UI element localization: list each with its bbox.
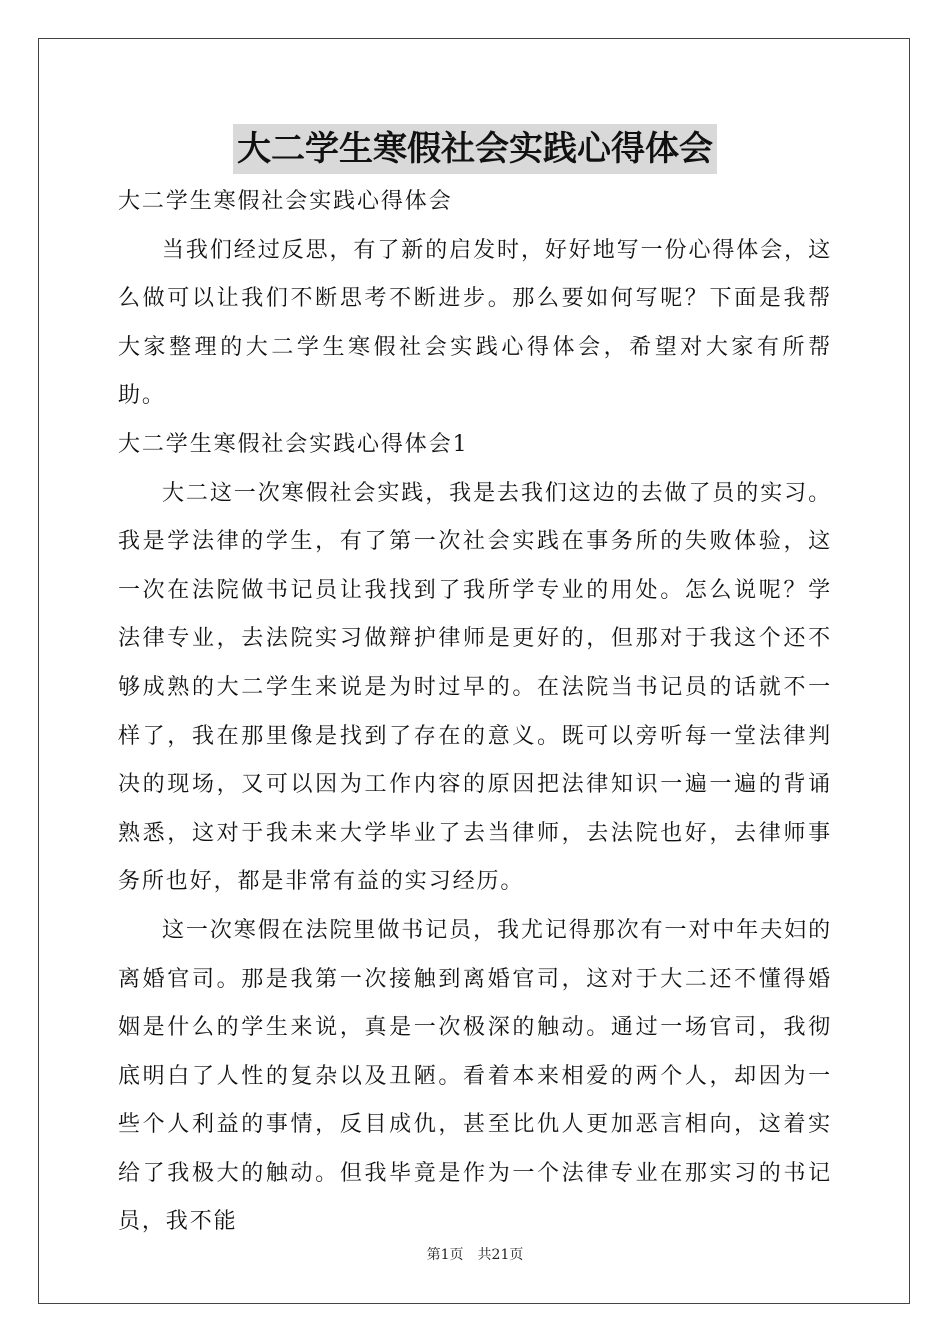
- section-heading: 大二学生寒假社会实践心得体会1: [118, 431, 469, 457]
- document-title: 大二学生寒假社会实践心得体会: [233, 124, 717, 174]
- title-container: [0, 124, 950, 174]
- body-paragraph: 这一次寒假在法院里做书记员，我尤记得那次有一对中年夫妇的离婚官司。那是我第一次接触到离婚官司，这对于大二还不懂得婚姻是什么的学生来说，真是一次极深的触动。通过一场官司，我彻底明白了人性的复杂以及丑陋。看着本来相爱的两个人，却因为一些个人利益的事情，反目成仇，甚至比仇人更加恶言相向，这着实给了我极大的触动。但我毕竟是作为一个法律专业在那实习的书记员，我不能: [118, 917, 832, 1235]
- body-paragraph: 大二这一次寒假社会实践，我是去我们这边的去做了员的实习。我是学法律的学生，有了第一次社会实践在事务所的失败体验，这一次在法院做书记员让我找到了我所学专业的用处。怎么说呢？学法律专业，去法院实习做辩护律师是更好的，但那对于我这个还不够成熟的大二学生来说是为时过早的。在法院当书记员的话就不一样了，我在那里像是找到了存在的意义。既可以旁听每一堂法律判决的现场，又可以因为工作内容的原因把法律知识一遍一遍的背诵熟悉，这对于我未来大学毕业了去当律师，去法院也好，去律师事务所也好，都是非常有益的实习经历。: [118, 480, 832, 895]
- document-body: [118, 178, 832, 1247]
- document-subtitle: 大二学生寒假社会实践心得体会: [118, 189, 453, 214]
- page-footer: 第1页 共21页: [426, 1247, 524, 1263]
- intro-paragraph: 当我们经过反思，有了新的启发时，好好地写一份心得体会，这么做可以让我们不断思考不断进步。那么要如何写呢？下面是我帮大家整理的大二学生寒假社会实践心得体会，希望对大家有所帮助。: [118, 237, 832, 409]
